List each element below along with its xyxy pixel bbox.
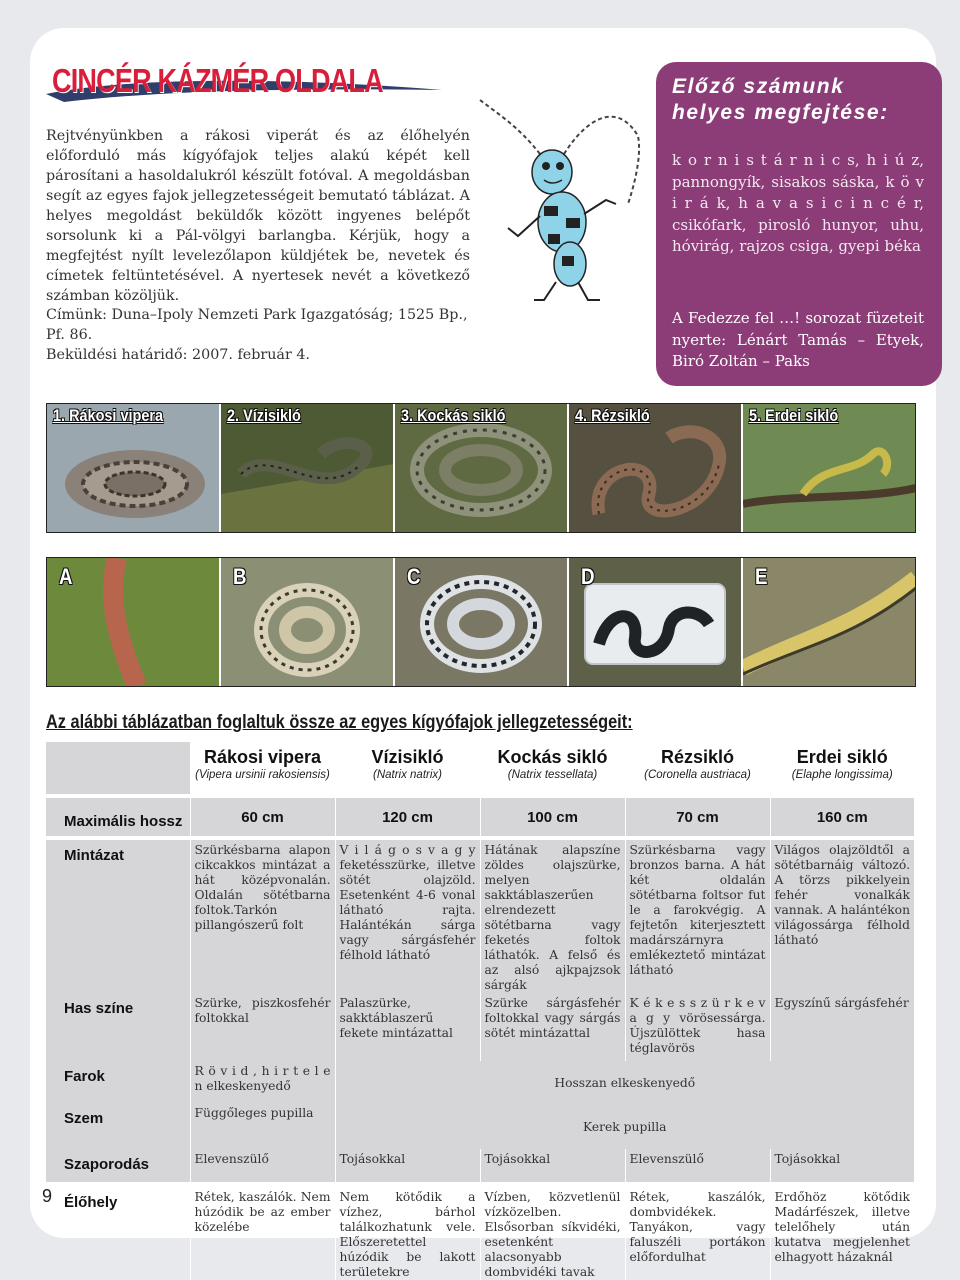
species-header [625,742,770,794]
table-heading: Az alábbi táblázatban foglaltuk össze az egyes kígyófajok jellegzetességeit: [46,712,633,733]
address-line: Címünk: Duna–Ipoly Nemzeti Park Igazgatóság; 1525 Bp., Pf. 86. [46,307,468,343]
page-title: CINCÉR KÁZMÉR OLDALA [52,62,383,99]
table-cell: Szürkésbarna alapon cikcakkos mintázat a hát középvonalán. Oldalán sötétbarna foltok.Tarkón pillangószerű folt [190,840,335,993]
row-header: Élőhely [64,1194,118,1211]
species-name: Rákosi vipera [203,747,322,767]
table-cell: 60 cm [190,798,335,836]
table-cell: V i l á g o s v a g y feketésszürke, illetve sötét olajzöld. Esetenként 4-6 vonal látható rajta. Halántékán sárga vagy sárgásfehér félhold látható [335,840,480,993]
deadline-line: Beküldési határidő: 2007. február 4. [46,347,310,363]
table-row [46,993,914,1061]
species-latin: (Elaphe longissima) [791,769,893,781]
belly-photo-image [395,558,568,686]
table-cell: 70 cm [625,798,770,836]
species-header [335,742,480,794]
row-header: Farok [64,1068,105,1085]
belly-photo [47,558,221,686]
species-name: Rézsikló [660,747,735,767]
snake-photo [395,404,569,532]
snake-photos-top-row [46,403,916,533]
row-header: Has színe [64,1000,134,1017]
table-cell: Világos olajzöldtől a sötétbarnáig változó. A törzs pikkelyein fehér vonalkák vannak. A halántékon világossárga félhold látható [770,840,914,993]
previous-winners: A Fedezze fel …! sorozat füzeteit nyerte: Lénárt Tamás – Etyek, Biró Zoltán – Paks [672,309,924,370]
photo-label: B [233,564,247,589]
snake-photo [569,404,743,532]
species-table-area [46,742,914,1279]
row-header: Szaporodás [64,1156,150,1173]
table-cell: Rétek, kaszálók, dombvidékek. Tanyákon, vagy faluszéli portákon előfordulhat [625,1187,770,1280]
species-name: Vízisikló [371,747,444,767]
table-cell: Tojásokkal [770,1149,914,1187]
table-cell: Függőleges pupilla [190,1103,335,1149]
belly-photo-image [743,558,915,686]
table-cell: Nem kötődik a vízhez, bárhol találkozhatunk vele. Előszeretettel húzódik be lakott területekre [335,1187,480,1280]
photo-label: D [581,564,595,589]
table-cell: 160 cm [770,798,914,836]
previous-solution-words: k o r n i s t á r n i c s, h i ú z, pannongyík, sisakos sáska, k ö v i r á k, h a v a s i c i n c é r, csikófark, pirosló hunyor, uhu, hóvirág, rajzos csiga, gyepi béka [672,151,924,255]
table-cell: Vízben, közvetlenül vízközelben. Elsősorban síkvidéki, esetenként alacsonyabb dombvidéki tavak [480,1187,625,1280]
species-header [770,742,914,794]
snake-photo [743,404,915,532]
photo-label: E [755,564,768,589]
row-header: Szem [64,1110,104,1127]
table-cell: Tojásokkal [480,1149,625,1187]
photo-label: 3. Kockás sikló [401,406,506,425]
photo-label: 2. Vízisikló [227,406,301,425]
belly-photo [221,558,395,686]
table-corner [46,742,190,794]
belly-photo-image [221,558,394,686]
snake-photo [221,404,395,532]
table-row [46,1187,914,1280]
species-name: Kockás sikló [497,747,608,767]
table-cell: Hátának alapszíne zöldes olajszürke, melyen sakktáblaszerűen elrendezett sötétbarna vagy feketés foltok láthatók. A felső és az alsó ajkpajzsok sárgák [480,840,625,993]
table-cell: 120 cm [335,798,480,836]
table-cell: Palaszürke, sakktáblaszerű fekete mintázattal [335,993,480,1061]
table-cell-merged: Hosszan elkeskenyedő [335,1061,914,1103]
table-cell: Szürke sárgásfehér foltokkal vagy sárgás sötét mintázattal [480,993,625,1061]
snake-photo [47,404,221,532]
photo-label: 4. Rézsikló [575,406,650,425]
table-row [46,1103,914,1149]
table-cell: Tojásokkal [335,1149,480,1187]
snake-photos-bottom-row [46,557,916,687]
address-block [46,305,476,365]
table-header-row [46,742,914,794]
belly-photo [395,558,569,686]
longhorn-beetle-illustration [478,96,648,306]
belly-photo [743,558,915,686]
table-cell: R ö v i d , h i r t e l e n elkeskenyedő [190,1061,335,1103]
species-name: Erdei sikló [796,747,888,767]
belly-photo-image [47,558,220,686]
table-cell: K é k e s s z ü r k e v a g y vörösessárga. Újszülöttek hasa téglavörös [625,993,770,1061]
species-latin: (Natrix tessellata) [507,769,598,781]
photo-label: A [59,564,73,589]
species-header [480,742,625,794]
photo-label: C [407,564,421,589]
table-cell: 100 cm [480,798,625,836]
table-cell: Erdőhöz kötődik Madárfészek, illetve telelőhely után kutatva megjelenhet elhagyott házaknál [770,1187,914,1280]
table-row [46,798,914,836]
belly-photo [569,558,743,686]
table-cell: Elevenszülő [625,1149,770,1187]
previous-solution-title: Előző számunk helyes megfejtése: [672,75,889,124]
intro-paragraph: Rejtvényünkben a rákosi viperát és az élőhelyén előforduló más kígyófajok teljes alakú képét kell párosítani a hasoldalukról készült fotóval. A megoldásban segít az egyes fajok jellegzetességeit bemutató táblázat. A helyes megoldást beküldők között ingyenes belépőt sorsolunk ki a Pál-völgyi barlangba. Kérjük, hogy a megfejtést nyílt levelezőlapon küldjétek be, nevetek és címetek feltüntetésével. A nyertesek nevét a következő számban közöljük. [46,128,470,304]
photo-label: 1. Rákosi vipera [53,406,164,425]
species-table [46,742,914,1280]
table-cell: Elevenszülő [190,1149,335,1187]
species-latin: (Natrix natrix) [372,769,442,781]
species-latin: (Coronella austriaca) [644,769,751,781]
table-cell-merged: Kerek pupilla [335,1103,914,1149]
previous-solution-box [656,62,942,386]
page-title-block [46,58,446,108]
table-row [46,1061,914,1103]
row-header: Maximális hossz [64,812,183,830]
table-row [46,1149,914,1187]
species-latin: (Vipera ursinii rakosiensis) [195,769,330,781]
photo-label: 5. Erdei sikló [749,406,839,425]
table-cell: Szürkésbarna vagy bronzos barna. A hát két oldalán sötétbarna foltsor fut le a farokvégig. A fejtetőn kiterjesztett madárszárnyra emlékeztető mintázat látható [625,840,770,993]
table-cell: Egyszínű sárgásfehér [770,993,914,1061]
table-row [46,840,914,993]
table-cell: Szürke, piszkosfehér foltokkal [190,993,335,1061]
species-header [190,742,335,794]
page-number: 9 [42,1186,53,1206]
table-cell: Rétek, kaszálók. Nem húzódik be az ember közelébe [190,1187,335,1280]
belly-photo-image [569,558,742,686]
row-header: Mintázat [64,847,124,864]
